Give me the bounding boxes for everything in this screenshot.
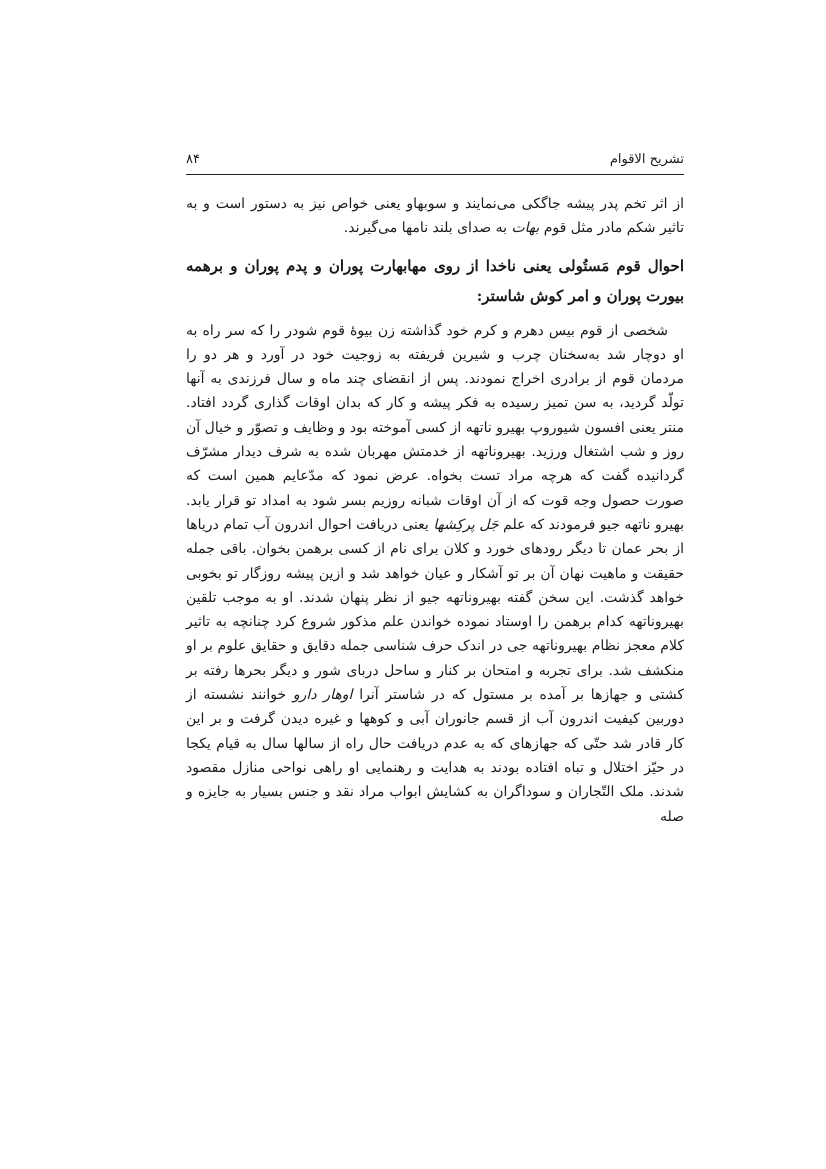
intro-paragraph	[186, 192, 684, 241]
intro-text-part1: از اثر تخم پدر پیشه جاگکی می‌نمایند و سوبهاو یعنی خواص نیز به دستور است و به تاثیر شکم مادر مثل قوم	[186, 196, 684, 237]
running-header	[186, 148, 684, 175]
intro-italic-term: بهات	[511, 220, 540, 237]
body-italic-term-2: اوهار دارو	[292, 687, 353, 704]
intro-text-part2: به صدای بلند نامها می‌گیرند.	[343, 220, 512, 237]
running-title: تشریح الاقوام	[609, 152, 684, 167]
page-number: ۸۴	[186, 152, 200, 167]
body-italic-term-1: جَل پرکِشها	[433, 516, 499, 533]
body-paragraph	[186, 319, 684, 829]
section-heading: احوال قوم مَستُولی یعنی ناخدا از روی مهابهارت پوران و پدم پوران و برهمه بیورت پوران و امر کوش شاستر:	[186, 256, 684, 305]
body-text-seg2: یعنی دریافت احوال اندرون آب تمام دریاها از بحر عمان تا دیگر رودهای خورد و کلان برای نام از کسی برهمن بخوان. باقی جمله حقیقت و ماهیت نهان آن بر تو آشکار و عیان خواهد شد و ازین پیشه روزگار تو بخوبی خواهد گذشت. این سخن گفته بهیروناتهه جیو از نظر پنهان شدند. او به موجب تلقین بهیروناتهه کدام برهمن را اوستاد نموده خواندن علم مذکور شروع کرد چنانچه به تاثیر کلام معجز نظام بهیروناتهه جی در اندک حرف شناسی جمله دقایق و حقایق علوم بر او منکشف شد. برای تجربه و امتحان بر کنار و ساحل دربای شور و دیگر بحرها رفته بر کشتی و جهازها بر آمده بر مستول که در شاستر آنرا	[186, 516, 684, 704]
body-text-seg3: خوانند نشسته از دوربین کیفیت اندرون آب از قسم جانوران آبی و کوهها و غیره دیدن گرفت و بر این کار قادر شد حتّی که جهازهای که به عدم دریافت حال راه از سالها سال به قیام یکجا در حیّز اختلال و تباه افتاده بودند به هدایت و رهنمایی او راهی نواحی منازل مقصود شدند. ملک التّجاران و سوداگران به کشایش ابواب مراد نقد و جنس بسیار به جایزه و صله	[186, 687, 684, 825]
body-text-seg1: شخصی از قوم بیس دهرم و کرم خود گذاشته زن بیوۀ قوم شودر را که سر راه به او دوچار شد به‌سخنان چرب و شیرین فریفته به زوجیت خود در آورد و هر دو را مردمان قوم از برادری اخراج نمودند. پس از انقضای چند ماه و سال فرزندی به آنها تولّد گردید، به سن تمیز رسیده به فکر پیشه و کار که بدان اوقات گذاری گردد افتاد. منتر یعنی افسون شیوروپ بهیرو ناتهه از کسی آموخته بود و وظایف و تصوّر و خیال آن روز و شب اشتغال ورزید. بهیروناتهه از خدمتش مهربان شده به شرف دیدار مشرّف گردانیده گفت که هرچه مراد تست بخواه. عرض نمود که مدّعایم همین است که صورت حصول وجه قوت که از آن اوقات شبانه روزیم بسر شود به امداد تو قرار یابد. بهیرو ناتهه جیو فرمودند که علم	[186, 322, 684, 533]
book-page	[186, 0, 684, 1169]
main-text	[186, 192, 684, 829]
